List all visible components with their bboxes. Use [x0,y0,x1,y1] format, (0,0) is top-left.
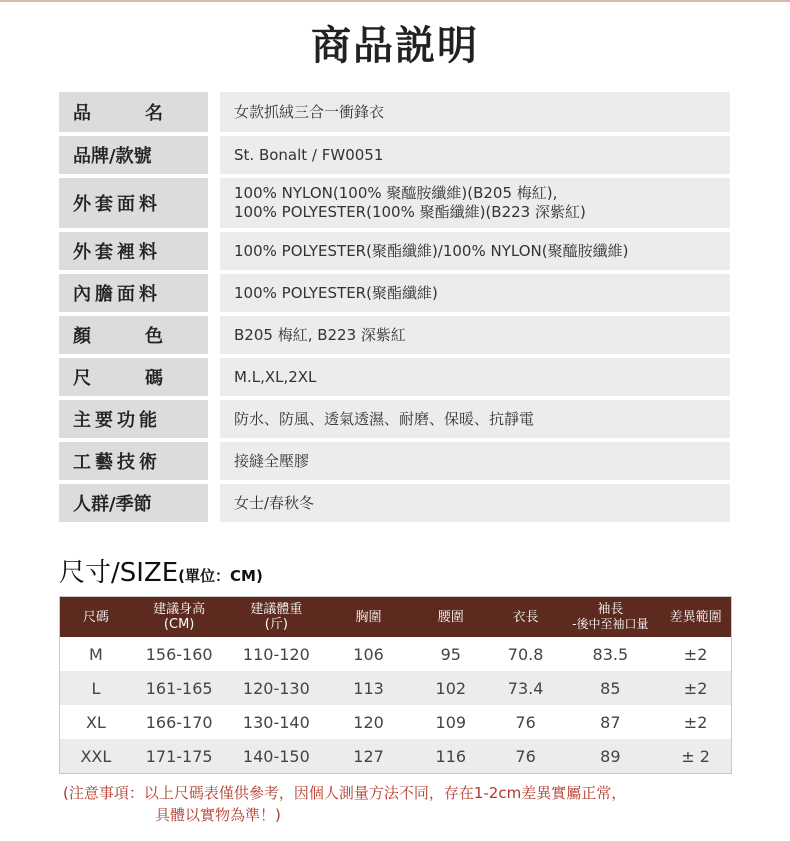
spec-row [59,442,730,480]
size-cell: 113 [326,671,411,705]
size-cell: 70.8 [507,644,544,664]
size-cell: ±2 [683,712,708,732]
top-rule [0,0,790,2]
size-cell: 120-130 [227,671,327,705]
size-cell: 73.4 [491,671,561,705]
spec-label [59,484,208,522]
spec-value [220,178,730,228]
size-header-cell: 腰圍 [411,597,491,638]
size-cell: 110-120 [242,644,310,664]
spec-label [59,274,208,312]
spec-label [59,400,208,438]
spec-label [59,178,208,228]
spec-row [59,178,730,228]
spec-label [59,232,208,270]
size-cell: 87 [600,712,621,732]
size-row [60,739,732,774]
spec-value [220,316,730,354]
spec-value-line: 女士/春秋冬 [234,493,315,512]
page-title: 商品説明 [311,23,479,69]
spec-label [59,316,208,354]
spec-value-line: 100% POLYESTER(100% 聚酯纖維)(B223 深紫紅) [234,203,586,221]
spec-row [59,484,730,522]
spec-row [59,232,730,270]
size-cell: ±2 [660,671,731,705]
spec-label-text: 尺 碼 [73,368,163,389]
size-header-cell: 建議體重 (斤) [227,597,327,638]
spec-label-text: 主要功能 [73,410,161,431]
size-section-title [59,552,263,589]
spec-value [220,484,730,522]
note-line-1: (注意事項：以上尺碼表僅供參考，因個人測量方法不同，存在1-2cm差異實屬正常， [63,784,627,802]
spec-value-line: B205 梅紅, B223 深紫紅 [234,325,406,344]
size-cell: XL [85,712,106,732]
spec-value-line: 接縫全壓膠 [234,451,310,470]
spec-row [59,274,730,312]
size-cell: 161-165 [132,671,227,705]
size-cell: 140-150 [227,739,327,774]
size-cell: 166-170 [145,712,213,732]
size-unit: (單位：CM) [178,567,263,585]
size-cell: 95 [440,644,461,664]
size-cell: 156-160 [145,644,213,664]
size-cell: XXL [60,739,132,774]
spec-label-text: 顏 色 [73,326,163,347]
size-header-cell: 衣長 [491,597,561,638]
size-header-cell: 胸圍 [326,597,411,638]
size-table [59,596,732,774]
spec-row [59,358,730,396]
spec-label-text: 工藝技術 [73,452,161,473]
size-cell: 127 [326,739,411,774]
spec-value [220,232,730,270]
spec-label-text: 內膽面料 [73,284,161,305]
size-note [63,782,626,826]
size-cell: 76 [515,712,536,732]
size-header-cell: 尺碼 [60,597,132,638]
size-cell: 120 [353,712,384,732]
size-row [60,705,732,739]
size-cell: 106 [353,644,384,664]
spec-row [59,136,730,174]
size-cell: 85 [561,671,661,705]
spec-value-line: 防水、防風、透氣透濕、耐磨、保暖、抗靜電 [234,409,535,428]
size-cell: M [88,644,103,664]
spec-value-line: 100% NYLON(100% 聚醯胺纖維)(B205 梅紅), [234,184,558,202]
spec-label [59,136,208,174]
size-cell: ±2 [683,644,708,664]
spec-value-line: 100% POLYESTER(聚酯纖維)/100% NYLON(聚醯胺纖維) [234,241,629,260]
spec-value-line: St. Bonalt / FW0051 [234,145,384,164]
spec-value [220,136,730,174]
spec-value-line: 100% POLYESTER(聚酯纖維) [234,283,438,302]
spec-value-line: 女款抓絨三合一衝鋒衣 [234,102,385,121]
size-cell: 171-175 [132,739,227,774]
size-cell: 102 [411,671,491,705]
spec-value-line: M.L,XL,2XL [234,367,317,386]
spec-value [220,442,730,480]
spec-row [59,92,730,132]
spec-label-text: 品牌/款號 [73,146,152,167]
spec-label [59,358,208,396]
spec-value [220,92,730,132]
size-table-header [60,597,732,638]
spec-label-text: 外套裡料 [73,242,161,263]
size-cell: ± 2 [660,739,731,774]
spec-label [59,92,208,132]
spec-label-text: 人群/季節 [73,494,152,515]
size-header-cell: 建議身高 (CM) [132,597,227,638]
spec-label [59,442,208,480]
spec-table [59,92,730,526]
spec-label-text: 外套面料 [73,194,161,215]
size-cell: 83.5 [592,644,629,664]
spec-value [220,400,730,438]
size-title-text: 尺寸/SIZE [59,558,179,588]
spec-value [220,274,730,312]
note-line-2: 具體以實物為準！) [155,806,281,824]
size-row [60,637,732,671]
size-cell: 89 [561,739,661,774]
size-header-cell: 袖長 -後中至袖口量 [561,597,661,638]
spec-value [220,358,730,396]
spec-row [59,316,730,354]
size-header-cell: 差異範圍 [660,597,731,638]
size-row [60,671,732,705]
size-cell: 130-140 [242,712,310,732]
spec-row [59,400,730,438]
size-cell: 76 [491,739,561,774]
size-cell: L [60,671,132,705]
spec-label-text: 品 名 [73,103,163,124]
size-cell: 116 [411,739,491,774]
size-cell: 109 [435,712,467,732]
